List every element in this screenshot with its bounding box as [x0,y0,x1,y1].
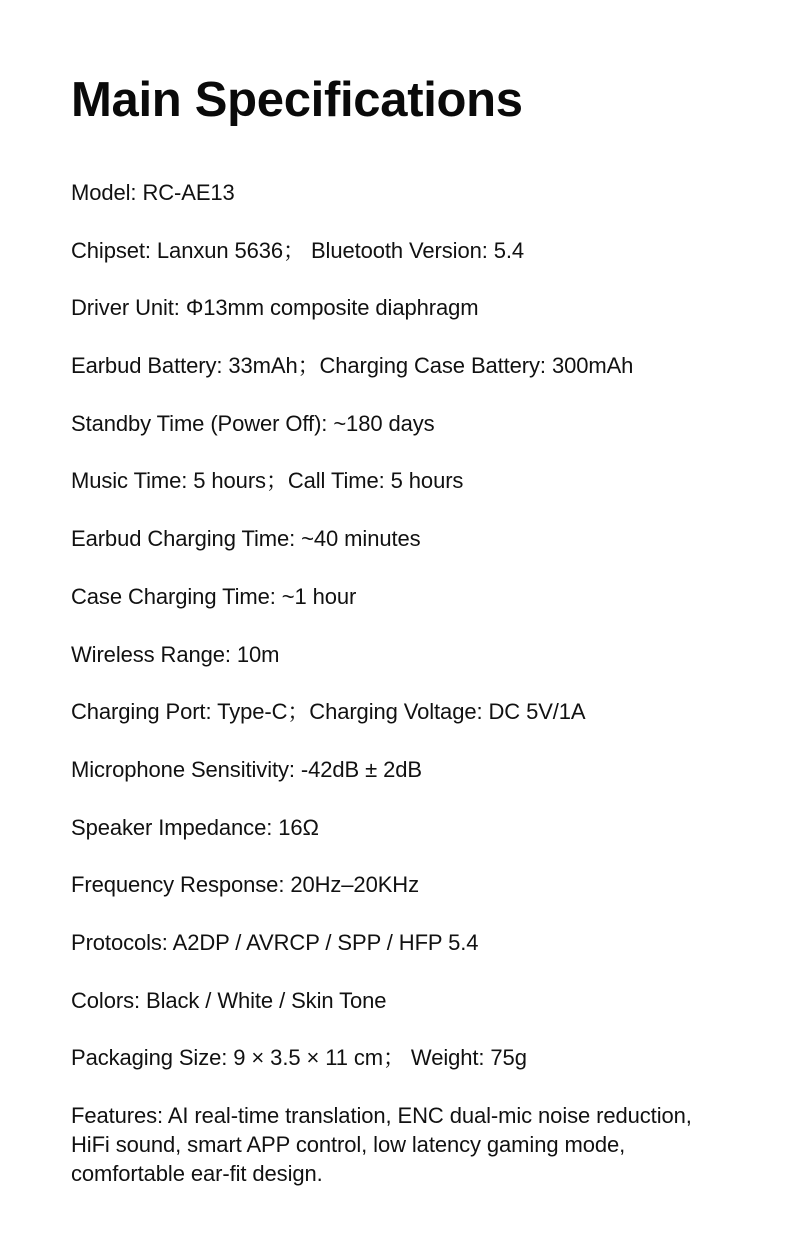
spec-protocols: Protocols: A2DP / AVRCP / SPP / HFP 5.4 [71,929,479,955]
spec-frequency-response: Frequency Response: 20Hz–20KHz [71,872,419,898]
spec-features: Features: AI real-time translation, ENC dual-mic noise reduction, HiFi sound, smart APP control, low latency gaming mode, comfortable ear-fit design. [71,1103,692,1186]
spec-battery: Earbud Battery: 33mAh；Charging Case Battery: 300mAh [71,353,634,379]
spec-charging-port-voltage: Charging Port: Type-C；Charging Voltage: DC 5V/1A [71,699,586,725]
page-title: Main Specifications [71,73,523,127]
spec-chipset-bluetooth: Chipset: Lanxun 5636； Bluetooth Version: 5.4 [71,237,525,263]
spec-packaging-weight: Packaging Size: 9 × 3.5 × 11 cm； Weight: 75g [71,1045,527,1071]
spec-colors: Colors: Black / White / Skin Tone [71,987,387,1013]
spec-driver-unit: Driver Unit: Φ13mm composite diaphragm [71,295,479,321]
spec-speaker-impedance: Speaker Impedance: 16Ω [71,814,319,840]
spec-music-call-time: Music Time: 5 hours；Call Time: 5 hours [71,468,464,494]
spec-wireless-range: Wireless Range: 10m [71,641,280,667]
spec-list [71,178,761,1101]
spec-case-charging-time: Case Charging Time: ~1 hour [71,583,357,609]
spec-sheet [71,72,761,1186]
spec-model: Model: RC-AE13 [71,180,235,205]
spec-earbud-charging-time: Earbud Charging Time: ~40 minutes [71,526,421,552]
spec-standby-time: Standby Time (Power Off): ~180 days [71,410,435,436]
spec-microphone-sensitivity: Microphone Sensitivity: -42dB ± 2dB [71,756,422,782]
